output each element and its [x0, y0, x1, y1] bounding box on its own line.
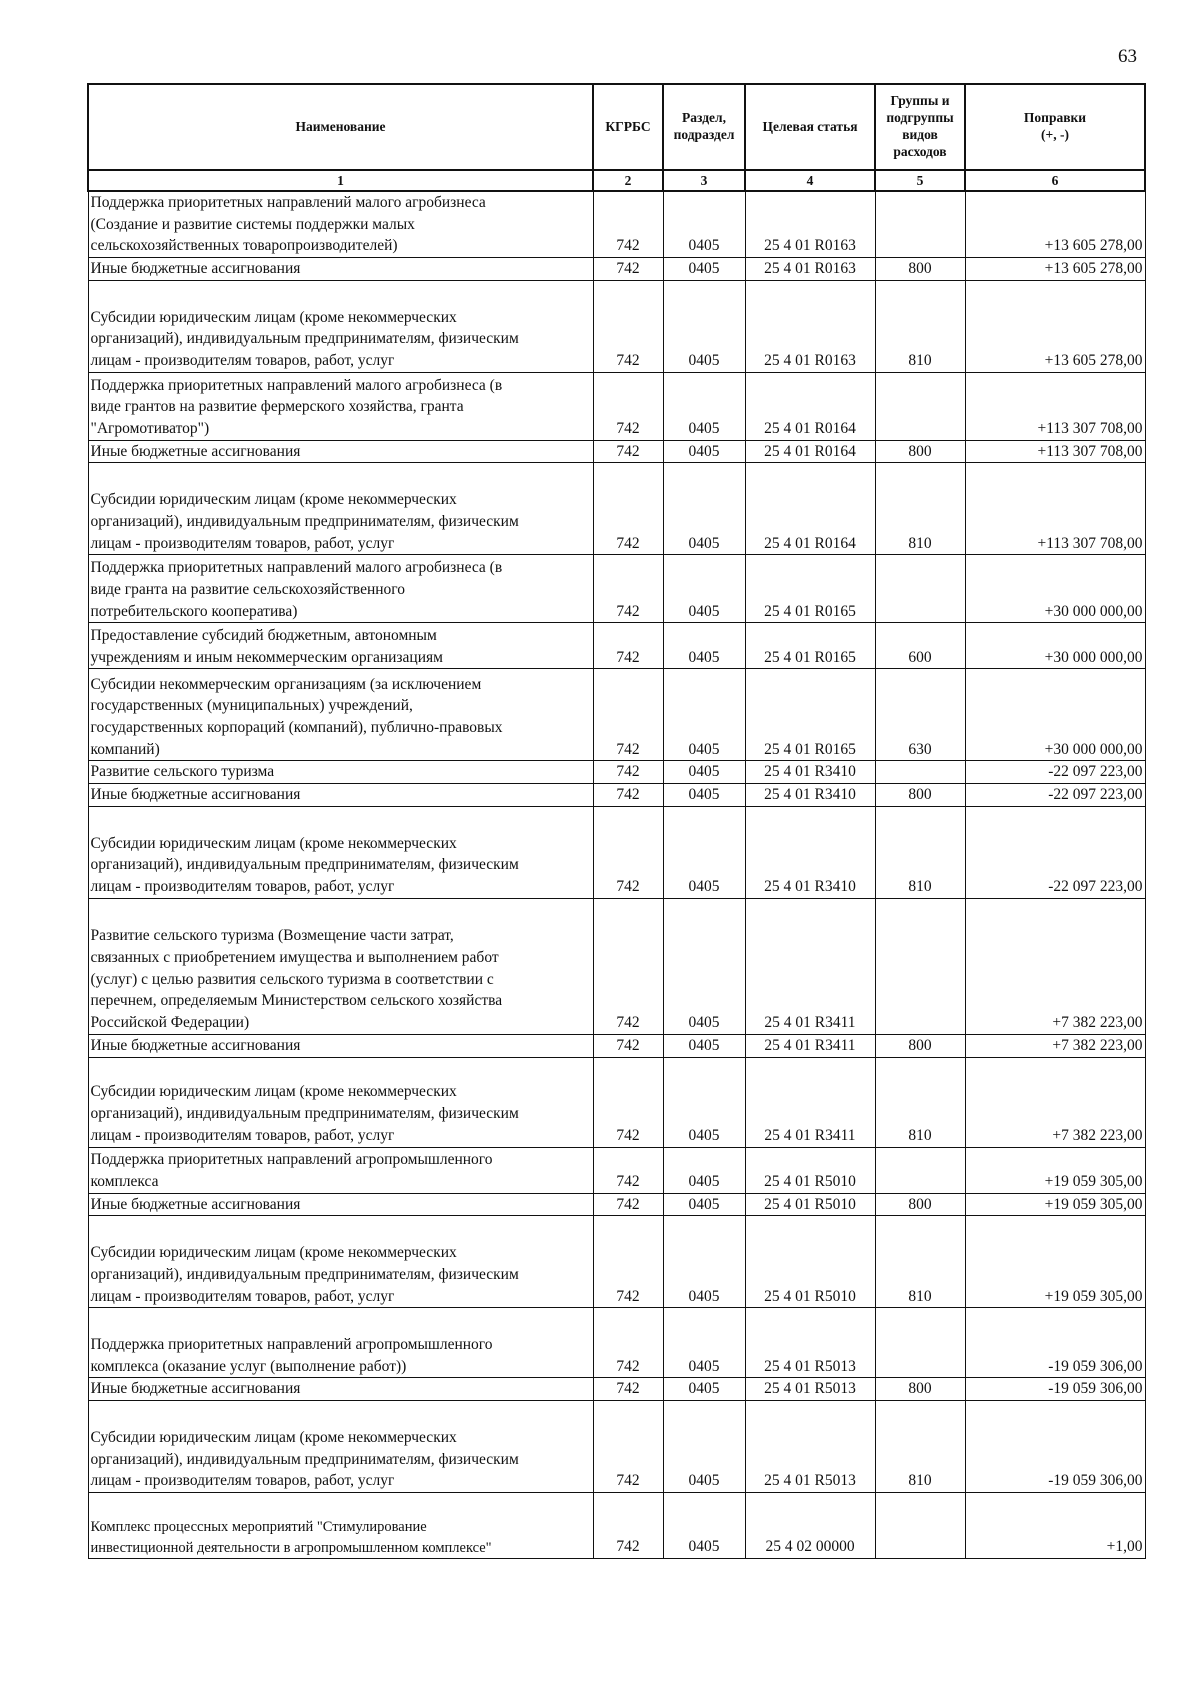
row-group [875, 1147, 965, 1193]
row-article: 25 4 01 R0164 [745, 372, 875, 440]
row-kgrbs: 742 [593, 1400, 663, 1492]
table-header-row [88, 84, 1145, 170]
row-name: Поддержка приоритетных направлений малого агробизнеса (Создание и развитие системы поддержки малых сельскохозяйственных товаропроизводителей) [88, 191, 593, 258]
row-name: Поддержка приоритетных направлений агропромышленного комплекса [88, 1147, 593, 1193]
header-kgrbs: КГРБС [593, 84, 663, 170]
table-row [88, 669, 1145, 761]
row-amount: +30 000 000,00 [965, 669, 1145, 761]
row-group: 800 [875, 1034, 965, 1057]
row-section: 0405 [663, 1400, 745, 1492]
row-amount: -19 059 306,00 [965, 1400, 1145, 1492]
row-kgrbs: 742 [593, 623, 663, 669]
row-article: 25 4 01 R0163 [745, 191, 875, 258]
table-row [88, 1378, 1145, 1401]
row-section: 0405 [663, 1034, 745, 1057]
row-section: 0405 [663, 555, 745, 623]
row-amount: +13 605 278,00 [965, 258, 1145, 281]
table-row [88, 1308, 1145, 1378]
row-article: 25 4 01 R5013 [745, 1400, 875, 1492]
column-number-row [88, 170, 1145, 191]
row-amount: +113 307 708,00 [965, 372, 1145, 440]
row-name: Иные бюджетные ассигнования [88, 1034, 593, 1057]
row-kgrbs: 742 [593, 1057, 663, 1147]
row-section: 0405 [663, 1193, 745, 1216]
row-section: 0405 [663, 669, 745, 761]
table-row [88, 1193, 1145, 1216]
row-name: Субсидии юридическим лицам (кроме некоммерческих организаций), индивидуальным предпринимателям, физическим лицам - производителям товаров, работ, услуг [88, 1057, 593, 1147]
row-section: 0405 [663, 1057, 745, 1147]
row-group: 810 [875, 1216, 965, 1308]
row-amount: -22 097 223,00 [965, 761, 1145, 784]
row-amount: -22 097 223,00 [965, 784, 1145, 807]
row-kgrbs: 742 [593, 784, 663, 807]
column-number: 5 [875, 170, 965, 191]
row-article: 25 4 01 R0163 [745, 258, 875, 281]
table-row [88, 806, 1145, 898]
row-article: 25 4 02 00000 [745, 1492, 875, 1558]
row-amount: +19 059 305,00 [965, 1216, 1145, 1308]
row-kgrbs: 742 [593, 191, 663, 258]
row-kgrbs: 742 [593, 1147, 663, 1193]
table-row [88, 761, 1145, 784]
row-section: 0405 [663, 440, 745, 463]
row-group: 810 [875, 1400, 965, 1492]
row-kgrbs: 742 [593, 463, 663, 555]
row-group: 810 [875, 463, 965, 555]
table-row [88, 1492, 1145, 1558]
table-row [88, 191, 1145, 258]
row-article: 25 4 01 R5010 [745, 1147, 875, 1193]
row-article: 25 4 01 R3411 [745, 1057, 875, 1147]
row-name: Поддержка приоритетных направлений агропромышленного комплекса (оказание услуг (выполнение работ)) [88, 1308, 593, 1378]
header-section: Раздел, подраздел [663, 84, 745, 170]
row-article: 25 4 01 R0165 [745, 623, 875, 669]
row-name: Субсидии юридическим лицам (кроме некоммерческих организаций), индивидуальным предпринимателям, физическим лицам - производителям товаров, работ, услуг [88, 1216, 593, 1308]
table-row [88, 463, 1145, 555]
row-amount: -19 059 306,00 [965, 1378, 1145, 1401]
row-amount: +30 000 000,00 [965, 623, 1145, 669]
row-section: 0405 [663, 898, 745, 1034]
row-kgrbs: 742 [593, 440, 663, 463]
row-section: 0405 [663, 1216, 745, 1308]
row-article: 25 4 01 R0163 [745, 280, 875, 372]
row-name: Иные бюджетные ассигнования [88, 258, 593, 281]
row-section: 0405 [663, 280, 745, 372]
table-row [88, 898, 1145, 1034]
row-group [875, 372, 965, 440]
row-section: 0405 [663, 623, 745, 669]
table-row [88, 623, 1145, 669]
row-group: 810 [875, 806, 965, 898]
row-name: Предоставление субсидий бюджетным, автономным учреждениям и иным некоммерческим организациям [88, 623, 593, 669]
row-amount: -22 097 223,00 [965, 806, 1145, 898]
row-name: Иные бюджетные ассигнования [88, 1193, 593, 1216]
row-kgrbs: 742 [593, 1492, 663, 1558]
row-article: 25 4 01 R3410 [745, 761, 875, 784]
row-name: Поддержка приоритетных направлений малого агробизнеса (в виде грантов на развитие фермерского хозяйства, гранта "Агромотиватор") [88, 372, 593, 440]
row-amount: +1,00 [965, 1492, 1145, 1558]
row-section: 0405 [663, 1492, 745, 1558]
row-name: Развитие сельского туризма (Возмещение части затрат, связанных с приобретением имущества и выполнением работ (услуг) с целью развития сельского туризма в соответствии с перечнем, определяемым Министерством сельского хозяйства Российской Федерации) [88, 898, 593, 1034]
budget-amendments-table [87, 83, 1146, 1559]
table-row [88, 372, 1145, 440]
row-name: Иные бюджетные ассигнования [88, 784, 593, 807]
row-article: 25 4 01 R0165 [745, 555, 875, 623]
row-amount: +113 307 708,00 [965, 463, 1145, 555]
header-article: Целевая статья [745, 84, 875, 170]
row-amount: +7 382 223,00 [965, 898, 1145, 1034]
row-section: 0405 [663, 1147, 745, 1193]
row-section: 0405 [663, 761, 745, 784]
row-group [875, 1492, 965, 1558]
row-article: 25 4 01 R5010 [745, 1193, 875, 1216]
row-article: 25 4 01 R3411 [745, 898, 875, 1034]
row-name: Субсидии юридическим лицам (кроме некоммерческих организаций), индивидуальным предпринимателям, физическим лицам - производителям товаров, работ, услуг [88, 280, 593, 372]
row-section: 0405 [663, 1308, 745, 1378]
row-article: 25 4 01 R3411 [745, 1034, 875, 1057]
row-article: 25 4 01 R3410 [745, 806, 875, 898]
column-number: 4 [745, 170, 875, 191]
table-row [88, 440, 1145, 463]
row-article: 25 4 01 R5013 [745, 1308, 875, 1378]
row-group [875, 898, 965, 1034]
table-row [88, 280, 1145, 372]
table-row [88, 1147, 1145, 1193]
row-group [875, 191, 965, 258]
row-section: 0405 [663, 191, 745, 258]
row-amount: +13 605 278,00 [965, 191, 1145, 258]
table-body [88, 191, 1145, 1558]
row-group: 800 [875, 784, 965, 807]
row-amount: +13 605 278,00 [965, 280, 1145, 372]
row-group: 800 [875, 440, 965, 463]
row-amount: +19 059 305,00 [965, 1147, 1145, 1193]
row-group: 810 [875, 1057, 965, 1147]
row-amount: +113 307 708,00 [965, 440, 1145, 463]
row-group: 600 [875, 623, 965, 669]
row-section: 0405 [663, 463, 745, 555]
row-section: 0405 [663, 258, 745, 281]
row-kgrbs: 742 [593, 898, 663, 1034]
row-name: Иные бюджетные ассигнования [88, 440, 593, 463]
row-article: 25 4 01 R0165 [745, 669, 875, 761]
table-row [88, 1057, 1145, 1147]
row-group [875, 1308, 965, 1378]
row-kgrbs: 742 [593, 372, 663, 440]
row-group: 810 [875, 280, 965, 372]
row-name: Развитие сельского туризма [88, 761, 593, 784]
row-amount: +7 382 223,00 [965, 1057, 1145, 1147]
row-kgrbs: 742 [593, 1034, 663, 1057]
table-row [88, 1034, 1145, 1057]
row-group [875, 555, 965, 623]
row-name: Комплекс процессных мероприятий "Стимулирование инвестиционной деятельности в агропромышленном комплексе" [88, 1492, 593, 1558]
row-name: Субсидии некоммерческим организациям (за исключением государственных (муниципальных) учреждений, государственных корпораций (компаний), публично-правовых компаний) [88, 669, 593, 761]
row-kgrbs: 742 [593, 555, 663, 623]
row-section: 0405 [663, 1378, 745, 1401]
header-amendments: Поправки (+, -) [965, 84, 1145, 170]
row-amount: +30 000 000,00 [965, 555, 1145, 623]
column-number: 1 [88, 170, 593, 191]
row-group: 800 [875, 1193, 965, 1216]
row-name: Субсидии юридическим лицам (кроме некоммерческих организаций), индивидуальным предпринимателям, физическим лицам - производителям товаров, работ, услуг [88, 806, 593, 898]
row-article: 25 4 01 R5010 [745, 1216, 875, 1308]
row-name: Поддержка приоритетных направлений малого агробизнеса (в виде гранта на развитие сельскохозяйственного потребительского кооператива) [88, 555, 593, 623]
column-number: 6 [965, 170, 1145, 191]
row-name: Иные бюджетные ассигнования [88, 1378, 593, 1401]
row-section: 0405 [663, 372, 745, 440]
row-article: 25 4 01 R3410 [745, 784, 875, 807]
row-group [875, 761, 965, 784]
table-row [88, 784, 1145, 807]
row-amount: +19 059 305,00 [965, 1193, 1145, 1216]
header-groups: Группы и подгруппы видов расходов [875, 84, 965, 170]
table-row [88, 1216, 1145, 1308]
row-amount: +7 382 223,00 [965, 1034, 1145, 1057]
row-kgrbs: 742 [593, 1193, 663, 1216]
row-kgrbs: 742 [593, 280, 663, 372]
row-group: 800 [875, 258, 965, 281]
row-article: 25 4 01 R0164 [745, 440, 875, 463]
row-kgrbs: 742 [593, 806, 663, 898]
table-row [88, 1400, 1145, 1492]
row-kgrbs: 742 [593, 1308, 663, 1378]
header-name: Наименование [88, 84, 593, 170]
table-row [88, 258, 1145, 281]
page-number: 63 [1118, 46, 1137, 67]
row-amount: -19 059 306,00 [965, 1308, 1145, 1378]
row-kgrbs: 742 [593, 761, 663, 784]
row-name: Субсидии юридическим лицам (кроме некоммерческих организаций), индивидуальным предпринимателям, физическим лицам - производителям товаров, работ, услуг [88, 1400, 593, 1492]
row-kgrbs: 742 [593, 1378, 663, 1401]
column-number: 2 [593, 170, 663, 191]
row-group: 800 [875, 1378, 965, 1401]
row-article: 25 4 01 R5013 [745, 1378, 875, 1401]
row-name: Субсидии юридическим лицам (кроме некоммерческих организаций), индивидуальным предпринимателям, физическим лицам - производителям товаров, работ, услуг [88, 463, 593, 555]
row-section: 0405 [663, 806, 745, 898]
row-section: 0405 [663, 784, 745, 807]
row-kgrbs: 742 [593, 258, 663, 281]
column-number: 3 [663, 170, 745, 191]
row-group: 630 [875, 669, 965, 761]
row-article: 25 4 01 R0164 [745, 463, 875, 555]
table-row [88, 555, 1145, 623]
row-kgrbs: 742 [593, 1216, 663, 1308]
row-kgrbs: 742 [593, 669, 663, 761]
